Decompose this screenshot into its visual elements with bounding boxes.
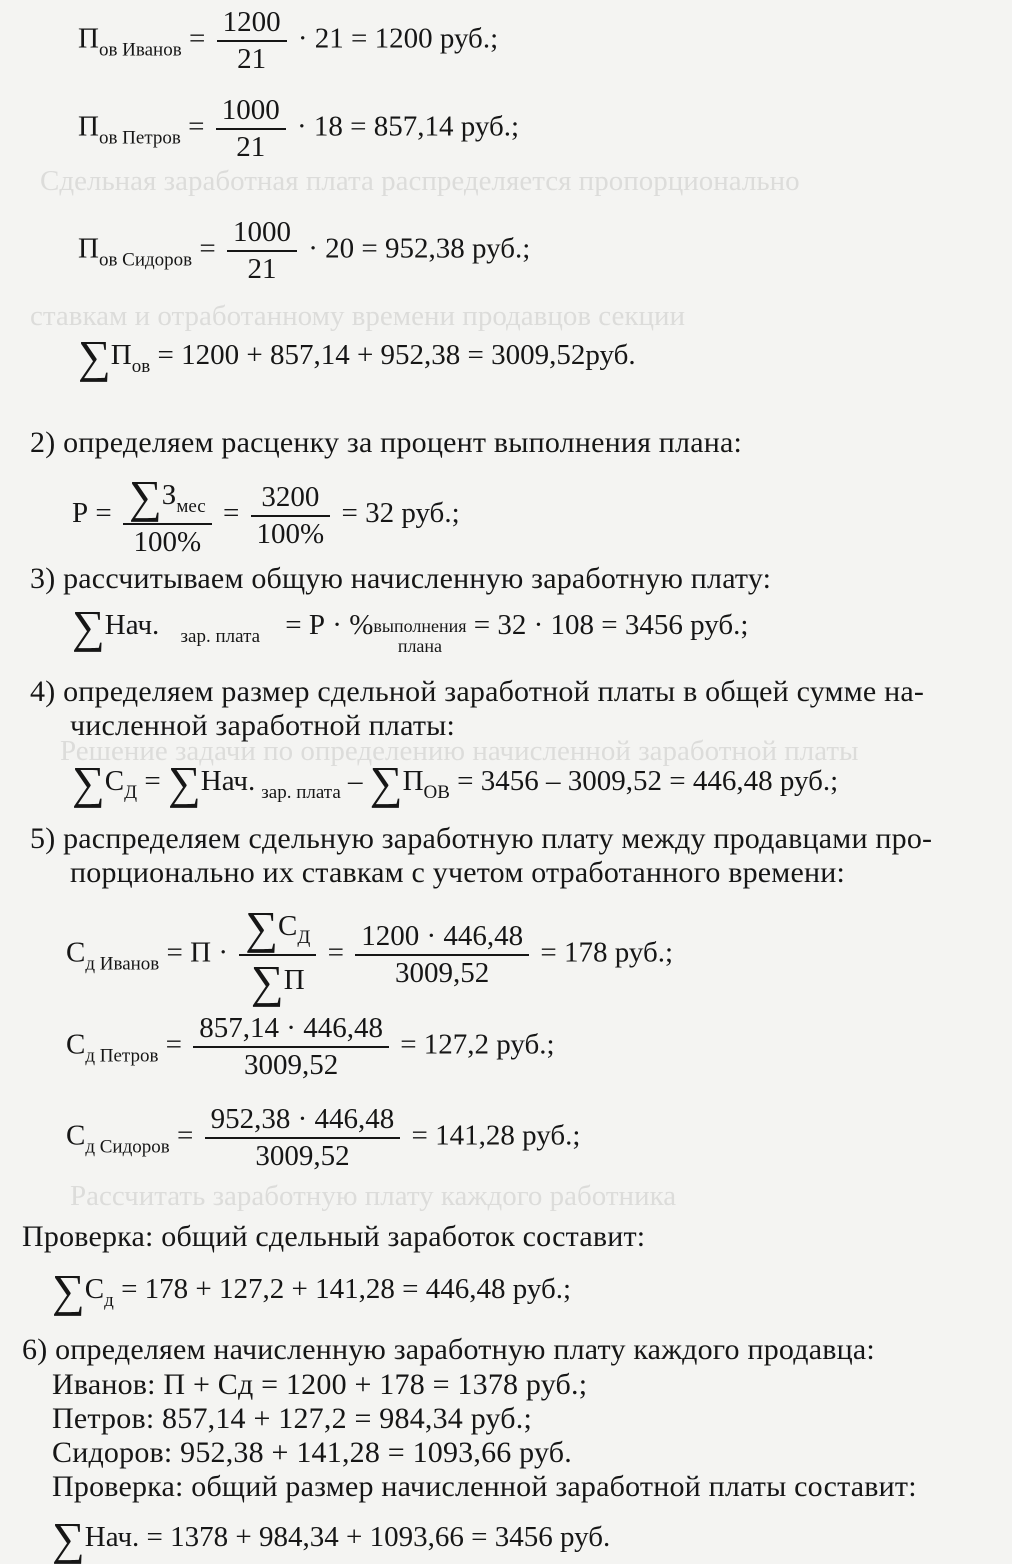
formula-total-accrued — [72, 601, 749, 657]
formula-result: = 32 руб.; — [341, 497, 460, 530]
symbol-c: С — [278, 910, 298, 942]
stack-top: выполнения — [373, 616, 467, 637]
symbol-c: С — [84, 1273, 105, 1305]
subscript-stack — [373, 617, 466, 657]
symbol-p: П — [110, 339, 132, 371]
sigma-symbol: ∑ — [128, 471, 162, 522]
subscript: ов — [131, 356, 151, 377]
equals: = — [188, 110, 205, 143]
subscript: д Петров — [85, 1045, 159, 1067]
fraction — [251, 480, 331, 550]
symbol-p: П — [78, 110, 99, 143]
subscript: ов Иванов — [98, 39, 182, 61]
salary-sidorov: Сидоров: 952,38 + 141,28 = 1093,66 руб. — [52, 1436, 572, 1469]
equals: = — [327, 936, 344, 969]
step-4-heading-line-1: 4) определяем размер сдельной заработной платы в общей сумме на- — [30, 675, 925, 708]
equals: = — [222, 497, 240, 530]
equals: = — [188, 22, 206, 55]
equals: = — [165, 1028, 183, 1061]
subscript: зар. плата — [180, 626, 261, 647]
ghost-line: Рассчитать заработную плату каждого работника — [70, 1180, 677, 1212]
sigma-symbol: ∑ — [250, 956, 284, 1007]
formula-sum-pov — [78, 331, 636, 382]
formula-result: = 1378 + 984,34 + 1093,66 = 3456 руб. — [146, 1521, 611, 1553]
formula-sd-ivanov — [66, 902, 674, 1007]
numerator: 3200 — [251, 483, 331, 517]
denominator: 21 — [247, 253, 277, 285]
step-5-heading-line-1: 5) распределяем сдельную заработную плату между продавцами про- — [30, 822, 933, 855]
check-1-heading: Проверка: общий сдельный заработок составит: — [22, 1220, 646, 1253]
denominator: 3009,52 — [395, 957, 490, 989]
formula-pov-sidorov — [78, 218, 530, 284]
numerator: 1200 — [217, 8, 287, 42]
stack-bottom: плана — [397, 636, 443, 656]
symbol-p: П — [78, 22, 99, 55]
equals: = — [199, 232, 216, 265]
numerator — [239, 902, 316, 956]
ghost-line: ставкам и отработанному времени продавцов секции — [30, 300, 686, 332]
step-5-heading-line-2: порционально их ставкам с учетом отработанного времени: — [70, 856, 846, 889]
denominator: 3009,52 — [243, 1049, 339, 1081]
numerator: 857,14 · 446,48 — [193, 1014, 389, 1048]
formula-result: = 1200 + 857,14 + 952,38 = 3009,52руб. — [157, 339, 636, 371]
formula-pov-petrov — [78, 96, 519, 162]
fraction — [123, 471, 212, 558]
ghost-line: Решение задачи по определению начисленной заработной платы — [60, 735, 859, 767]
word-nach: Нач. — [104, 609, 160, 641]
step-2-heading: 2) определяем расценку за процент выполнения плана: — [30, 426, 743, 459]
denominator: 100% — [256, 517, 325, 550]
sigma-symbol: ∑ — [78, 331, 111, 382]
sigma-symbol: ∑ — [167, 757, 201, 808]
fraction — [217, 8, 287, 74]
equals: = — [144, 765, 161, 797]
numerator: 1200 · 446,48 — [355, 922, 529, 956]
lhs: Р = — [72, 497, 112, 530]
salary-petrov: Петров: 857,14 + 127,2 = 984,34 руб.; — [52, 1402, 533, 1435]
denominator: 21 — [236, 131, 266, 163]
symbol-c: С — [66, 1028, 86, 1061]
numerator: 1000 — [216, 96, 286, 130]
fraction — [239, 902, 316, 1007]
denominator: 21 — [237, 43, 267, 75]
subscript: мес — [176, 496, 206, 517]
subscript: д Сидоров — [85, 1136, 170, 1158]
fraction — [205, 1105, 401, 1171]
fraction — [355, 922, 529, 988]
formula-piecework-total — [72, 757, 839, 808]
subscript: Д — [297, 927, 311, 948]
symbol-c: С — [66, 1119, 86, 1152]
formula-pov-ivanov — [78, 8, 498, 74]
formula-result: = 141,28 руб.; — [411, 1119, 581, 1152]
sigma-symbol: ∑ — [52, 1265, 85, 1316]
step-6-heading: 6) определяем начисленную заработную плату каждого продавца: — [22, 1333, 875, 1366]
formula-mid: = Р · % — [285, 609, 374, 641]
step-3-heading: 3) рассчитываем общую начисленную заработную плату: — [30, 562, 772, 595]
formula-result: = 32 · 108 = 3456 руб.; — [473, 609, 749, 641]
sigma-symbol: ∑ — [72, 757, 105, 808]
sigma-symbol: ∑ — [52, 1513, 85, 1564]
formula-result: = 178 + 127,2 + 141,28 = 446,48 руб.; — [121, 1273, 572, 1305]
minus: – — [348, 765, 363, 797]
denominator — [239, 956, 316, 1005]
formula-rate — [72, 471, 460, 558]
subscript: Д — [124, 782, 138, 803]
symbol-z: З — [161, 479, 177, 511]
numerator — [123, 471, 212, 525]
word-nach: Нач. — [200, 765, 256, 797]
subscript: ов Сидоров — [98, 249, 193, 271]
subscript: д — [104, 1290, 114, 1311]
subscript: зар. плата — [261, 782, 341, 803]
formula-result: = 178 руб.; — [540, 936, 674, 969]
symbol-p: П — [402, 765, 424, 797]
formula-check-piecework — [52, 1265, 572, 1316]
symbol-p: П — [283, 964, 305, 996]
formula-result: · 21 = 1200 руб.; — [297, 22, 499, 55]
sigma-symbol: ∑ — [72, 601, 105, 652]
sigma-symbol: ∑ — [369, 757, 403, 808]
formula-final-sum — [52, 1513, 611, 1564]
check-2-heading: Проверка: общий размер начисленной заработной платы составит: — [52, 1470, 917, 1503]
denominator: 100% — [133, 526, 202, 558]
numerator: 1000 — [227, 218, 297, 252]
formula-sd-sidorov — [66, 1105, 580, 1171]
subscript: д Иванов — [85, 953, 160, 975]
formula-result: · 18 = 857,14 руб.; — [296, 110, 520, 143]
symbol-c: С — [66, 936, 86, 969]
symbol-c: С — [104, 765, 125, 797]
salary-ivanov: Иванов: П + Сд = 1200 + 178 = 1378 руб.; — [52, 1368, 588, 1401]
formula-result: = 127,2 руб.; — [400, 1028, 555, 1061]
numerator: 952,38 · 446,48 — [205, 1105, 401, 1139]
fraction — [216, 96, 286, 162]
ghost-line: Сдельная заработная плата распределяется пропорционально — [40, 165, 800, 197]
subscript: ов Петров — [98, 127, 181, 149]
sigma-symbol: ∑ — [245, 902, 279, 953]
fraction — [227, 218, 297, 284]
formula-result: = 3456 – 3009,52 = 446,48 руб.; — [457, 765, 839, 797]
fraction — [193, 1014, 389, 1080]
step-4-heading-line-2: численной заработной платы: — [70, 709, 456, 742]
symbol-p: П — [78, 232, 99, 265]
formula-sd-petrov — [66, 1014, 555, 1080]
formula-mid: = П · — [166, 936, 228, 969]
formula-result: · 20 = 952,38 руб.; — [308, 232, 531, 265]
subscript: ОВ — [423, 782, 450, 803]
denominator: 3009,52 — [255, 1140, 350, 1172]
word-nach: Нач. — [84, 1521, 140, 1553]
equals: = — [177, 1119, 194, 1152]
